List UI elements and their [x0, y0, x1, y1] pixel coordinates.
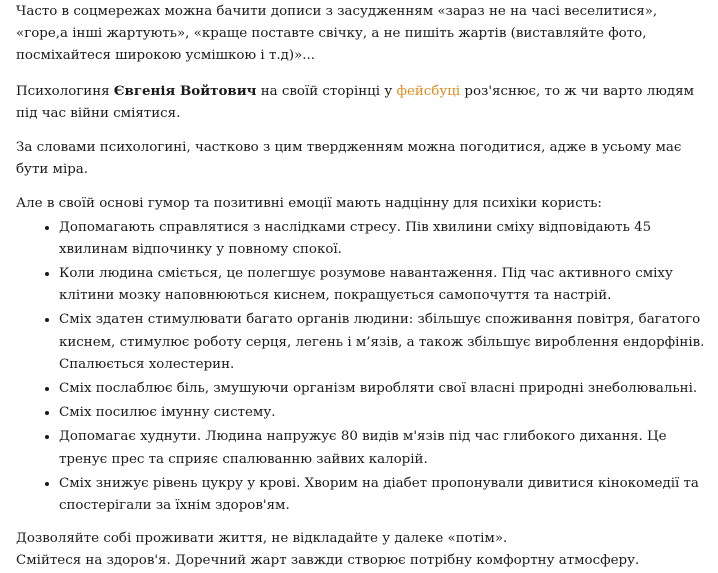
- closing-line-1: Дозволяйте собі проживати життя, не відкладайте у далеке «потім».: [16, 531, 508, 547]
- p2-after-text: роз'яснює, то ж чи варто людям під час війни сміятися.: [16, 83, 694, 121]
- psychologist-name: Євгенія Войтович: [113, 82, 257, 99]
- p2-before-text: Психологиня: [16, 83, 114, 99]
- benefits-intro: Але в своїй основі гумор та позитивні емоції мають надцінну для психіки користь:: [16, 196, 602, 212]
- moderation-paragraph: За словами психологині, частково з цим твердженням можна погодитися, адже в усьому має бути міра.: [16, 140, 682, 178]
- list-item: • Коли людина сміється, це полегшує розумове навантаження. Під час активного сміху клітини мозку наповнюються киснем, покращується самопочуття та настрій.: [59, 263, 710, 307]
- closing-line-2: Смійтеся на здоров'я. Доречний жарт завжди створює потрібну комфортну атмосферу.: [16, 553, 640, 569]
- benefits-list: [16, 217, 710, 518]
- psychologist-paragraph: [16, 80, 710, 125]
- list-item: • Сміх здатен стимулювати багато органів людини: збільшує споживання повітря, багатого киснем, стимулює роботу серця, легень і м’язів, а також збільшує вироблення ендорфінів. Спалюється холестерин.: [59, 309, 710, 376]
- list-item: • Сміх посилює імунну систему.: [59, 402, 710, 424]
- article-body: [0, 1, 718, 573]
- list-item: • Допомагають справлятися з наслідками стресу. Пів хвилини сміху відповідають 45 хвилинам відпочинку у повному спокої.: [59, 217, 710, 261]
- closing-block: [16, 528, 710, 572]
- list-item: • Допомагає худнути. Людина напружує 80 видів м'язів під час глибокого дихання. Це тренує прес та сприяє спалюванню зайвих калорій.: [59, 426, 710, 470]
- list-item: • Сміх послаблює біль, змушуючи організм виробляти свої власні природні знеболювальні.: [59, 378, 710, 400]
- list-item: • Сміх знижує рівень цукру у крові. Хворим на діабет пропонували дивитися кінокомедії та спостерігали за їхнім здоров'ям.: [59, 473, 710, 517]
- facebook-link[interactable]: фейсбуці: [396, 83, 461, 99]
- intro-paragraph: Часто в соцмережах можна бачити дописи з засудженням «зараз не на часі веселитися», «горе,а інші жартують», «краще поставте свічку, а не пишіть жартів (виставляйте фото, посміхайтеся широкою усмішкою і т.д)»...: [16, 4, 658, 64]
- p2-middle-text: на своїй сторінці у: [256, 83, 397, 99]
